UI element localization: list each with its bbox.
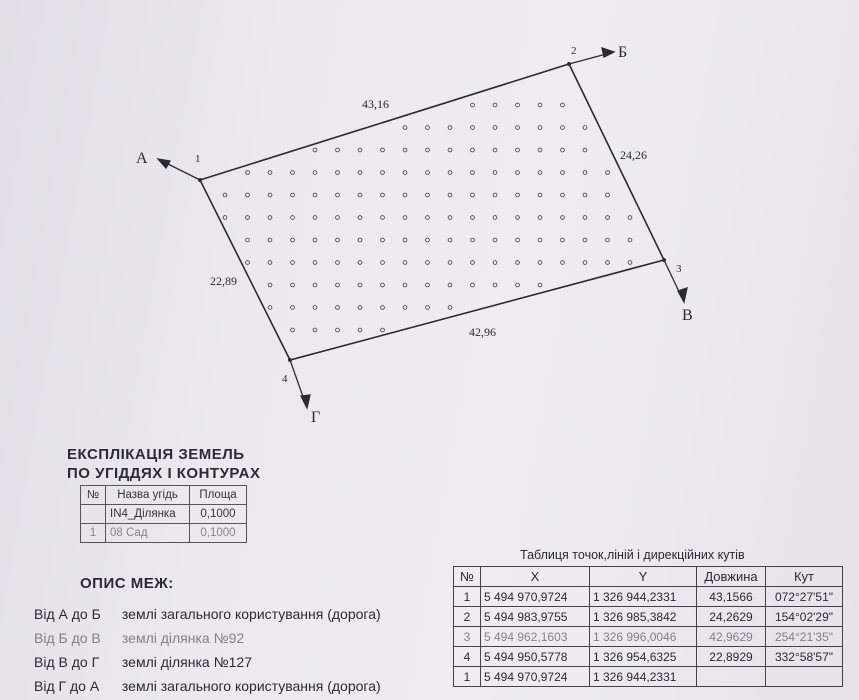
arrow-g-head [301,395,310,408]
explication-title-line1: ЕКСПЛІКАЦІЯ ЗЕМЕЛЬ [67,446,245,463]
header-cell: № [81,486,106,505]
table-row [81,524,247,543]
header-cell: Площа [190,486,247,505]
bounds-desc: землі загального користування (дорога) [121,678,381,694]
direction-label-v: В [682,307,693,324]
direction-label-b: Б [618,44,628,61]
points-table-title: Таблиця точок,ліній і дирекційних кутів [520,548,745,562]
table-cell: 1 326 996,0046 [590,627,697,647]
table-cell [697,667,766,687]
bounds-desc: землі загального користування (дорога) [121,606,381,622]
point-label-2: 2 [571,45,577,57]
header-cell: № [454,567,481,587]
explication-table [80,485,247,543]
bounds-desc: землі ділянка №127 [121,654,252,670]
table-cell: 2 [454,607,481,627]
table-cell: 1 326 954,6325 [590,647,697,667]
table-cell: 1 326 944,2331 [590,667,697,687]
vertex-1 [198,178,202,182]
list-item [34,626,381,650]
bounds-desc: землі ділянка №92 [121,630,245,646]
table-cell: 43,1566 [697,587,766,607]
points-table [453,566,843,687]
vertex-3 [662,258,666,262]
side-length-4-1: 22,89 [210,274,237,288]
table-row [454,607,843,627]
table-cell: 22,8929 [697,647,766,667]
header-cell: Довжина [697,567,766,587]
header-cell: Y [590,567,697,587]
table-cell: 0,1000 [190,524,247,543]
side-length-1-2: 43,16 [362,97,389,111]
table-row [454,647,843,667]
vertex-2 [567,62,571,66]
orchard-dot-pattern [223,103,632,332]
point-label-4: 4 [282,373,288,385]
vertex-4 [288,358,292,362]
parcel-outline [200,64,664,360]
table-cell: 1 [81,524,106,543]
table-cell: 5 494 950,5778 [481,647,590,667]
table-row [454,587,843,607]
table-cell [81,505,106,524]
side-length-3-4: 42,96 [469,325,496,339]
table-cell: 42,9629 [697,627,766,647]
table-cell: 3 [454,627,481,647]
table-cell: 08 Сад [106,524,190,543]
table-cell: 5 494 983,9755 [481,607,590,627]
table-cell: 5 494 970,9724 [481,587,590,607]
point-label-3: 3 [676,263,682,275]
table-cell: 1 [454,587,481,607]
list-item [34,674,381,698]
table-cell: 24,2629 [697,607,766,627]
table-cell: 072°27'51" [766,587,843,607]
header-cell: Кут [766,567,843,587]
bounds-title: ОПИС МЕЖ: [80,575,174,592]
table-cell: 1 [454,667,481,687]
point-label-1: 1 [195,153,201,165]
bounds-from: Від А до Б [34,606,101,622]
explication-title-line2: ПО УГІДДЯХ І КОНТУРАХ [67,465,261,482]
header-cell: Назва угідь [106,486,190,505]
table-cell: 0,1000 [190,505,247,524]
list-item [34,602,381,626]
table-cell: 1 326 944,2331 [590,587,697,607]
table-cell: 4 [454,647,481,667]
table-header-row [81,486,247,505]
table-row [454,627,843,647]
table-cell: 332°58'57" [766,647,843,667]
side-length-2-3: 24,26 [620,148,647,162]
table-row [81,505,247,524]
direction-label-g: Г [311,409,321,426]
table-cell: 254°21'35" [766,627,843,647]
table-cell: 5 494 962,1603 [481,627,590,647]
bounds-from: Від Б до В [34,630,101,646]
table-cell: 1 326 985,3842 [590,607,697,627]
arrow-a-head [158,159,170,168]
arrow-b-head [602,48,614,57]
header-cell: X [481,567,590,587]
bounds-from: Від Г до А [34,678,100,694]
table-header-row [454,567,843,587]
direction-label-a: А [136,150,148,167]
bounds-list [34,602,381,698]
bounds-from: Від В до Г [34,654,100,670]
table-cell: IN4_Ділянка [106,505,190,524]
table-row [454,667,843,687]
arrow-v-head [678,288,687,302]
table-cell [766,667,843,687]
list-item [34,650,381,674]
table-cell: 5 494 970,9724 [481,667,590,687]
table-cell: 154°02'29" [766,607,843,627]
